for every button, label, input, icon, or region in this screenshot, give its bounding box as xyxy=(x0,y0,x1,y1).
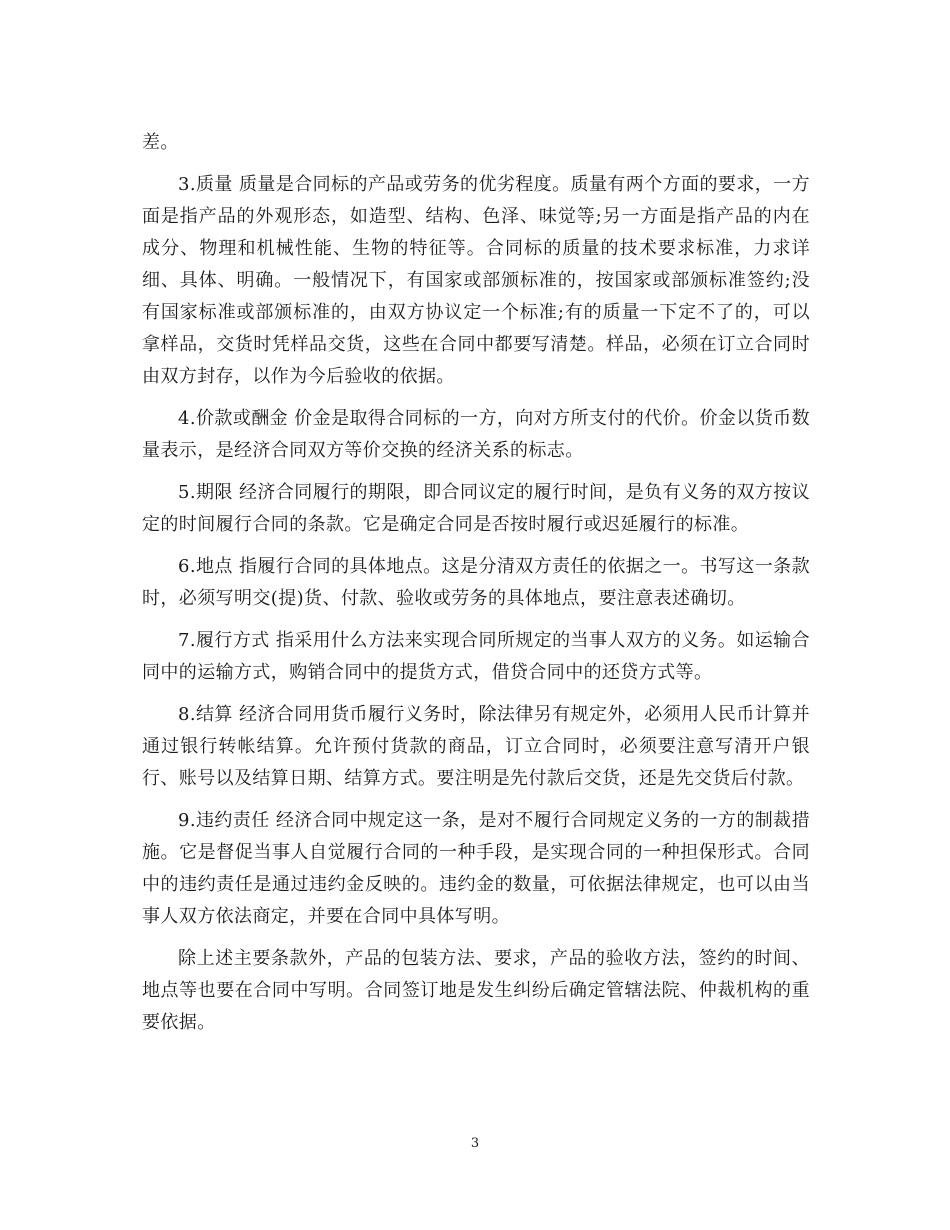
paragraph-continuation: 差。 xyxy=(142,132,179,153)
paragraph-quality: 3.质量 质量是合同标的产品或劳务的优劣程度。质量有两个方面的要求，一方面是指产品的外观形态，如造型、结构、色泽、味觉等;另一方面是指产品的内在成分、物理和机械性能、生物的特征等。合同标的质量的技术要求标准，力求详细、具体、明确。一般情况下，有国家或部颁标准的，按国家或部颁标准签约;没有国家标准或部颁标准的，由双方协议定一个标准;有的质量一下定不了的，可以拿样品，交货时凭样品交货，这些在合同中都要写清楚。样品，必须在订立合同时由双方封存，以作为今后验收的依据。 xyxy=(142,174,810,387)
paragraph-price: 4.价款或酬金 价金是取得合同标的一方，向对方所支付的代价。价金以货币数量表示，是经济合同双方等价交换的经济关系的标志。 xyxy=(142,408,810,461)
paragraph-other-terms: 除上述主要条款外，产品的包装方法、要求，产品的验收方法，签约的时间、地点等也要在合同中写明。合同签订地是发生纠纷后确定管辖法院、仲裁机构的重要依据。 xyxy=(142,948,810,1033)
paragraph-location: 6.地点 指履行合同的具体地点。这是分清双方责任的依据之一。书写这一条款时，必须写明交(提)货、付款、验收或劳务的具体地点，要注意表述确切。 xyxy=(142,556,810,609)
body-text xyxy=(142,127,810,1039)
paragraph-settlement: 8.结算 经济合同用货币履行义务时，除法律另有规定外，必须用人民币计算并通过银行转帐结算。允许预付货款的商品，订立合同时，必须要注意写清开户银行、账号以及结算日期、结算方式。要注明是先付款后交货，还是先交货后付款。 xyxy=(142,704,810,789)
paragraph-liability: 9.违约责任 经济合同中规定这一条，是对不履行合同规定义务的一方的制裁措施。它是督促当事人自觉履行合同的一种手段，是实现合同的一种担保形式。合同中的违约责任是通过违约金反映的。违约金的数量，可依据法律规定，也可以由当事人双方依法商定，并要在合同中具体写明。 xyxy=(142,810,810,927)
page-number: 3 xyxy=(470,1136,480,1151)
paragraph-performance-method: 7.履行方式 指采用什么方法来实现合同所规定的当事人双方的义务。如运输合同中的运输方式，购销合同中的提货方式，借贷合同中的还贷方式等。 xyxy=(142,630,810,683)
paragraph-term: 5.期限 经济合同履行的期限，即合同议定的履行时间，是负有义务的双方按议定的时间履行合同的条款。它是确定合同是否按时履行或迟延履行的标准。 xyxy=(142,482,810,535)
